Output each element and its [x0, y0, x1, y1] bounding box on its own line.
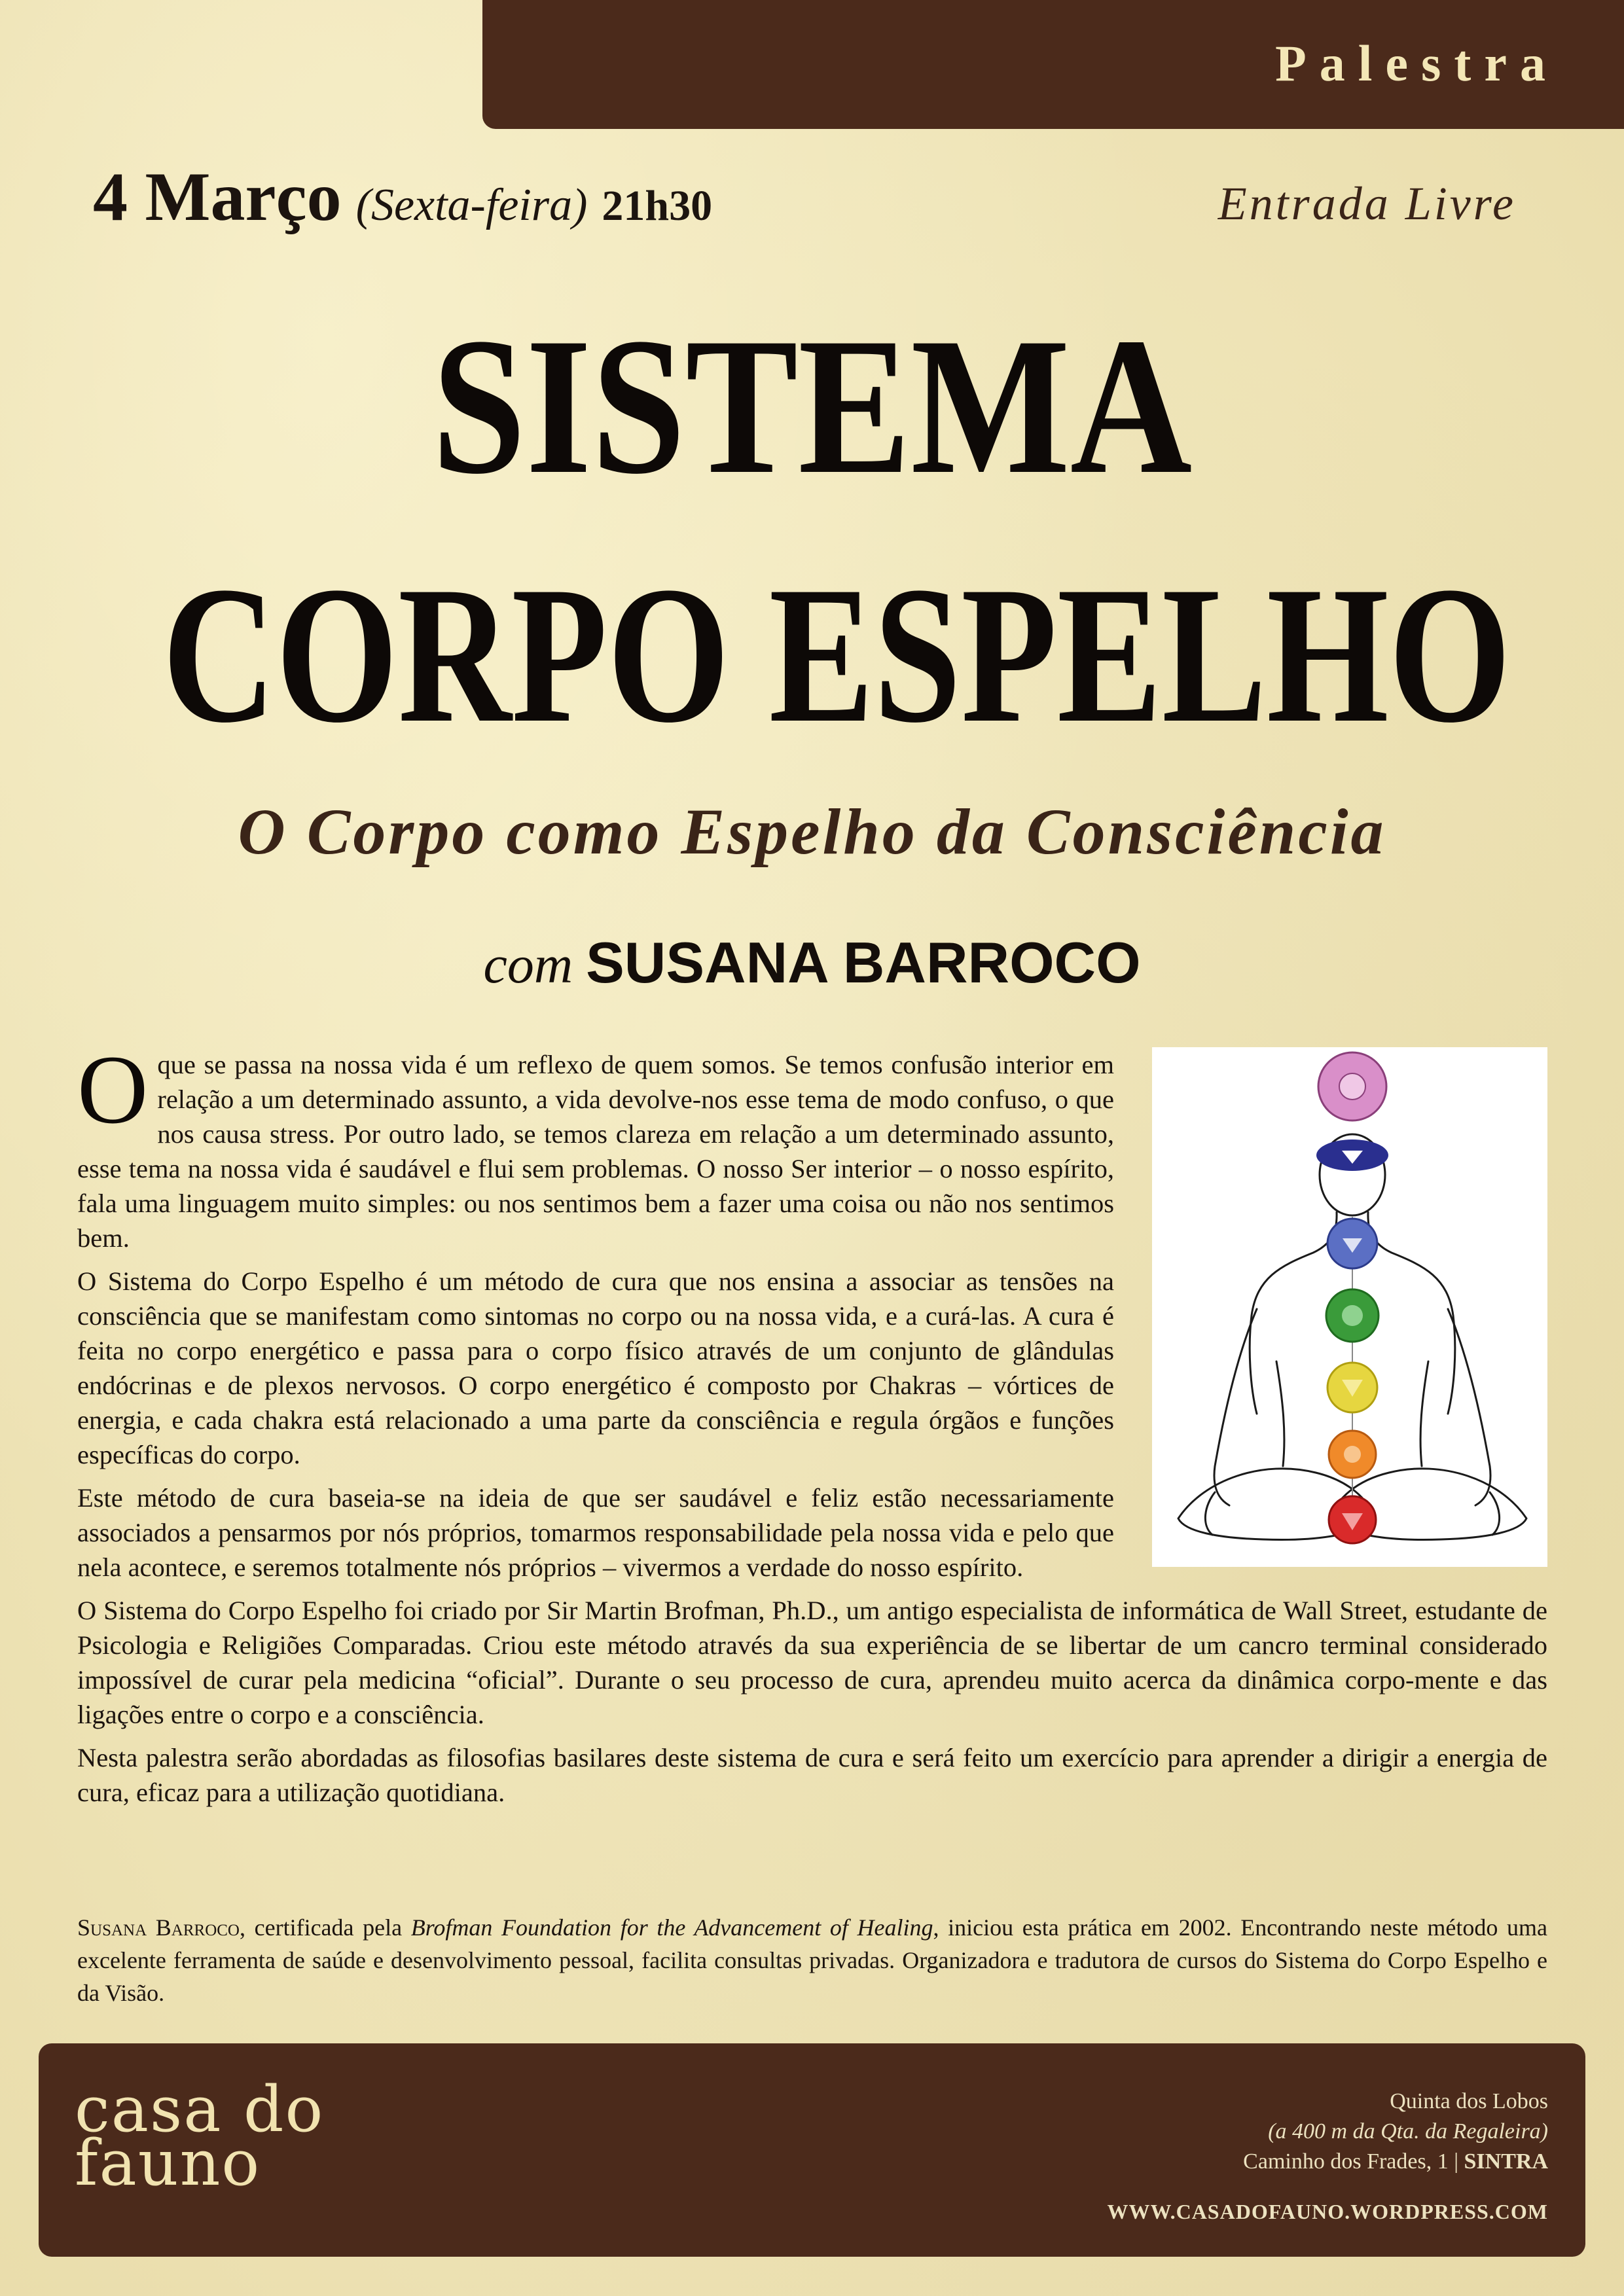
meditation-figure-icon	[1152, 1047, 1547, 1567]
drop-cap: O	[77, 1035, 149, 1144]
bio-text-1: , certificada pela	[239, 1914, 411, 1941]
event-datetime	[93, 157, 712, 237]
footer	[39, 2043, 1585, 2257]
venue-street-line	[1108, 2147, 1548, 2177]
logo-line-1: casa do	[75, 2073, 325, 2146]
logo-line-2: fauno	[75, 2126, 261, 2200]
body-paragraph-5: Nesta palestra serão abordadas as filosofias basilares deste sistema de cura e será feito um exercício para aprender a dirigir a energia de cura, eficaz para a utilização quotidiana.	[77, 1743, 1547, 1807]
event-weekday: (Sexta-feira)	[355, 180, 588, 230]
bio-text-2: , iniciou esta prática em 2002. Encontrando neste método uma excelente ferramenta de saúde e desenvolvimento pessoal, facilita consultas privadas. Organizadora e tradutora de cursos do Sistema do Corpo Espelho e da Visão.	[77, 1914, 1548, 2006]
event-time: 21h30	[602, 182, 713, 230]
subtitle: O Corpo como Espelho da Consciência	[238, 795, 1386, 868]
bio-name: Susana Barroco	[77, 1914, 240, 1941]
bio-foundation: Brofman Foundation for the Advancement of Healing	[410, 1914, 933, 1941]
top-banner	[482, 0, 1624, 129]
venue-name: Quinta dos Lobos	[1390, 2089, 1548, 2113]
body-paragraph-1: que se passa na nossa vida é um reflexo de quem somos. Se temos confusão interior em relação a um determinado assunto, a vida devolve-nos esse tema de modo confuso, o que nos causa stress. Por outro lado, se temos clareza em relação a um determinado assunto, esse tema na nossa vida é saudável e flui sem problemas. O nosso Ser interior – o nosso espírito, fala uma linguagem muito simples: ou nos sentimos bem a fazer uma coisa ou não nos sentimos bem.	[77, 1050, 1114, 1253]
casa-do-fauno-logo	[75, 2073, 325, 2200]
body-paragraph-4: O Sistema do Corpo Espelho foi criado por Sir Martin Brofman, Ph.D., um antigo especialista de informática de Wall Street, estudante de Psicologia e Religiões Comparadas. Criou este método através da sua experiência de se libertar de um cancro terminal considerado impossível de curar pela medicina “oficial”. Durante o seu processo de cura, aprendeu muito acerca da dinâmica corpo-mente e das ligações entre o corpo e a consciência.	[77, 1596, 1547, 1729]
speaker-prefix: com	[483, 935, 573, 994]
entry-info: Entrada Livre	[1218, 177, 1516, 230]
website-link[interactable]: WWW.CASADOFAUNO.WORDPRESS.COM	[1107, 2200, 1548, 2223]
venue-street: Caminho dos Frades, 1 |	[1243, 2149, 1464, 2174]
speaker-line	[0, 929, 1624, 996]
title-line-1: SISTEMA	[431, 297, 1193, 514]
meditation-chakras-illustration	[1152, 1047, 1547, 1567]
speaker-bio	[77, 1911, 1547, 2009]
body-paragraph-3: Este método de cura baseia-se na ideia de que ser saudável e feliz estão necessariamente associados a pensarmos por nós próprios, tomarmos responsabilidade pela nossa vida e pelo que nela acontece, e seremos totalmente nós próprios – vivermos a verdade do nosso espírito.	[77, 1483, 1114, 1582]
title-line-2: CORPO ESPELHO	[162, 546, 1511, 763]
event-date: 4 Março	[93, 158, 342, 235]
venue-address	[1108, 2087, 1548, 2227]
body-text	[77, 1035, 1547, 1818]
event-type-label: Palestra	[1275, 35, 1559, 92]
venue-note: (a 400 m da Qta. da Regaleira)	[1268, 2119, 1548, 2144]
body-paragraph-2: O Sistema do Corpo Espelho é um método de cura que nos ensina a associar as tensões na consciência que se manifestam como sintomas no corpo ou na nossa vida, e a curá-las. A cura é feita no corpo energético e passa para o corpo físico através de um conjunto de glândulas endócrinas e de plexos nervosos. O corpo energético é composto por Chakras – vórtices de energia, e cada chakra está relacionado a uma parte da consciência e regula órgãos e funções específicas do corpo.	[77, 1266, 1114, 1469]
venue-city: SINTRA	[1464, 2149, 1548, 2174]
speaker-name: SUSANA BARROCO	[586, 930, 1141, 995]
